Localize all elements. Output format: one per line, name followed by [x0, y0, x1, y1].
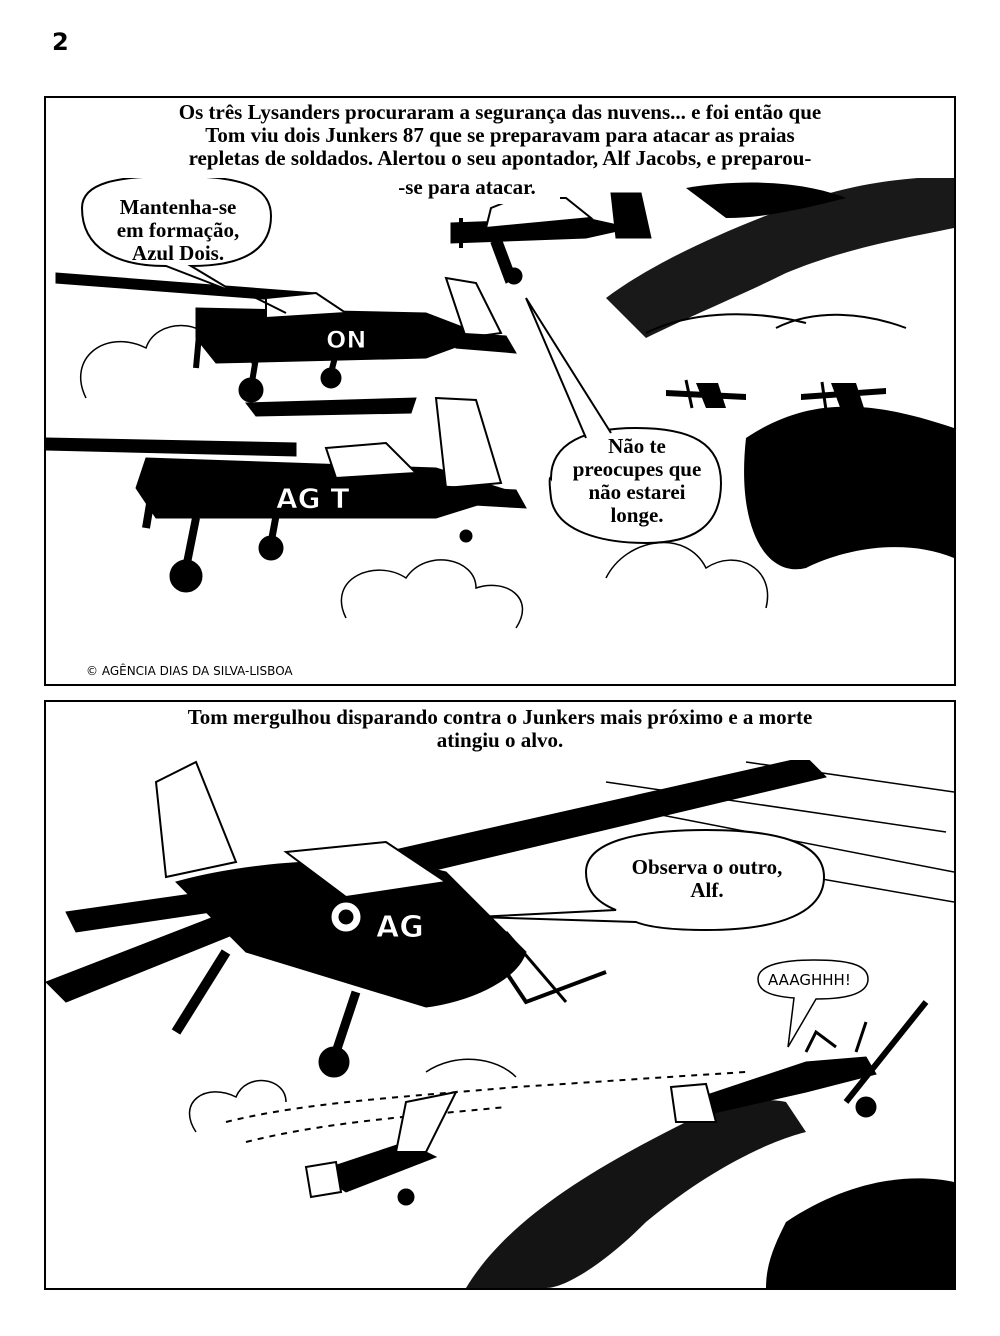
lysander-marking: AG	[376, 910, 424, 945]
speech-line: Observa o outro,	[631, 855, 783, 879]
lysander-aircraft-bottom	[46, 398, 526, 592]
caption-line: repletas de soldados. Alertou o seu apontador, Alf Jacobs, e preparou-	[188, 146, 812, 170]
speech-line: Mantenha-se	[119, 195, 237, 219]
page-number: 2	[52, 28, 69, 56]
comic-panel-2	[44, 700, 956, 1290]
speech-text-right	[552, 435, 722, 527]
distant-stuka-1	[666, 380, 746, 408]
speech-line: não estarei	[588, 480, 686, 504]
lysander-bottom-marking: AG T	[276, 482, 350, 515]
narration-caption-2	[46, 702, 954, 760]
distant-stuka	[306, 1092, 456, 1205]
caption-tail: -se para atacar.	[374, 174, 560, 204]
caption-line: Tom viu dois Junkers 87 que se preparavam para atacar as praias	[205, 123, 795, 147]
speech-line: preocupes que	[572, 457, 702, 481]
speech-line: em formação,	[116, 218, 240, 242]
panel-2-artwork	[46, 702, 954, 1288]
speech-line: Alf.	[690, 878, 724, 902]
narration-caption-1	[46, 98, 954, 178]
caption-line: Tom mergulhou disparando contra o Junkers mais próximo e a morte	[187, 705, 813, 729]
shout-text: AAAGHHH!	[768, 971, 851, 989]
distant-stuka-2	[801, 382, 886, 410]
lysander-top-marking: ON	[326, 326, 367, 354]
comic-panel-1	[44, 96, 956, 686]
speech-line: longe.	[610, 503, 664, 527]
caption-line: atingiu o alvo.	[436, 728, 564, 752]
junkers-87-aircraft	[451, 193, 651, 284]
speech-text-left	[86, 196, 270, 265]
lysander-aircraft-top	[56, 273, 516, 402]
speech-line: Não te	[608, 434, 666, 458]
speech-line: Azul Dois.	[131, 241, 225, 265]
copyright-credit: © AGÊNCIA DIAS DA SILVA-LISBOA	[86, 664, 293, 678]
caption-line: Os três Lysanders procuraram a segurança das nuvens... e foi então que	[178, 100, 822, 124]
speech-text-observa	[591, 856, 823, 902]
